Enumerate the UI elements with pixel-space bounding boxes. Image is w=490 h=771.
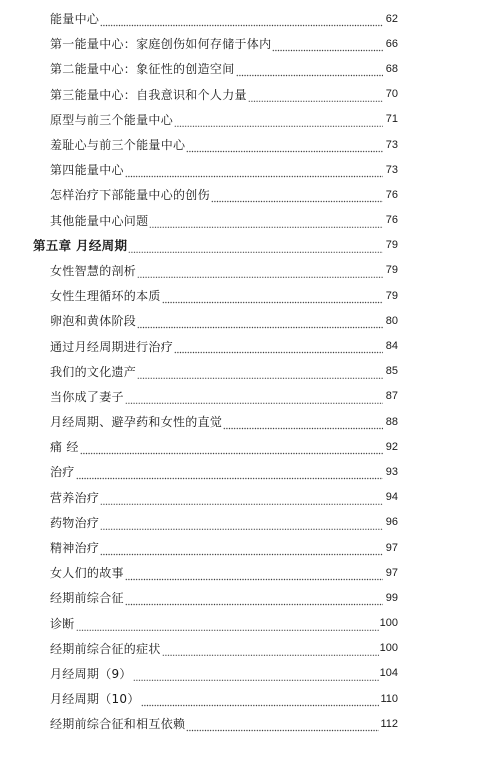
toc-page-number: 97 [385, 566, 398, 579]
toc-entry[interactable] [0, 686, 490, 711]
toc-entry-title: 药物治疗 [50, 515, 100, 530]
toc-page-number: 79 [385, 289, 398, 302]
toc-entry-title: 其他能量中心问题 [50, 213, 149, 228]
toc-page-number: 87 [385, 390, 398, 403]
toc-page-number: 104 [379, 667, 398, 680]
dot-leader [141, 697, 380, 707]
toc-entry-title: 怎样治疗下部能量中心的创伤 [50, 188, 210, 203]
toc-page-number: 112 [380, 717, 398, 730]
dot-leader [133, 671, 379, 681]
dot-leader [125, 596, 383, 606]
toc-entry[interactable] [0, 560, 490, 585]
toc-entry-title: 第一能量中心：家庭创伤如何存储于体内 [50, 37, 272, 52]
toc-entry[interactable] [0, 31, 490, 56]
toc-page-number: 79 [385, 264, 398, 277]
toc-entry[interactable] [0, 459, 490, 484]
toc-entry[interactable] [0, 636, 490, 661]
toc-entry[interactable] [0, 182, 490, 207]
toc-page-number: 88 [385, 415, 398, 428]
toc-page-number: 97 [385, 541, 398, 554]
dot-leader [125, 394, 383, 404]
toc-entry[interactable] [0, 107, 490, 132]
dot-leader [137, 268, 383, 278]
toc-entry-title: 经期前综合征 [50, 591, 124, 606]
dot-leader [174, 344, 383, 354]
toc-entry-title: 通过月经周期进行治疗 [50, 339, 174, 354]
dot-leader [100, 520, 383, 530]
toc-entry[interactable] [0, 384, 490, 409]
toc-entry[interactable] [0, 661, 490, 686]
toc-entry-title: 月经周期（10） [50, 692, 140, 707]
dot-leader [272, 42, 383, 52]
toc-entry-title: 原型与前三个能量中心 [50, 112, 174, 127]
toc-page-number: 79 [385, 239, 398, 252]
toc-entry[interactable] [0, 308, 490, 333]
toc-entry-title: 当你成了妻子 [50, 389, 124, 404]
dot-leader [76, 621, 379, 631]
toc-entry-title: 能量中心 [50, 12, 100, 27]
dot-leader [125, 571, 383, 581]
toc-entry-title: 经期前综合征和相互依赖 [50, 717, 186, 732]
dot-leader [162, 646, 379, 656]
dot-leader [211, 193, 383, 203]
table-of-contents [0, 6, 490, 736]
toc-entry-title: 第二能量中心：象征性的创造空间 [50, 62, 235, 77]
toc-page-number: 100 [379, 642, 398, 655]
toc-entry[interactable] [0, 359, 490, 384]
toc-chapter-entry[interactable] [0, 233, 490, 258]
dot-leader [186, 722, 379, 732]
toc-page-number: 96 [385, 516, 398, 529]
toc-entry-title: 羞耻心与前三个能量中心 [50, 138, 186, 153]
toc-entry-title: 我们的文化遗产 [50, 364, 137, 379]
dot-leader [125, 168, 383, 178]
toc-page-number: 110 [380, 692, 398, 705]
dot-leader [162, 294, 383, 304]
toc-entry[interactable] [0, 283, 490, 308]
toc-page-number: 73 [385, 138, 398, 151]
toc-entry[interactable] [0, 409, 490, 434]
toc-page-number: 62 [385, 12, 398, 25]
toc-entry[interactable] [0, 258, 490, 283]
dot-leader [76, 470, 383, 480]
toc-page-number: 84 [385, 340, 398, 353]
dot-leader [137, 319, 383, 329]
toc-entry[interactable] [0, 510, 490, 535]
toc-page-number: 70 [385, 88, 398, 101]
dot-leader [236, 67, 383, 77]
toc-entry-title: 卵泡和黄体阶段 [50, 314, 137, 329]
toc-entry[interactable] [0, 333, 490, 358]
dot-leader [186, 143, 383, 153]
dot-leader [174, 117, 383, 127]
toc-entry-title: 女性生理循环的本质 [50, 289, 161, 304]
toc-page-number: 76 [385, 188, 398, 201]
toc-page-number: 80 [385, 314, 398, 327]
toc-page-number: 76 [385, 214, 398, 227]
toc-entry-title: 月经周期、避孕药和女性的直觉 [50, 415, 223, 430]
toc-entry-title: 女人们的故事 [50, 566, 124, 581]
toc-entry[interactable] [0, 157, 490, 182]
toc-entry-title: 第四能量中心 [50, 163, 124, 178]
toc-entry-title: 营养治疗 [50, 490, 100, 505]
toc-entry-title: 女性智慧的剖析 [50, 263, 137, 278]
dot-leader [80, 445, 383, 455]
dot-leader [137, 369, 383, 379]
toc-page-number: 93 [385, 465, 398, 478]
toc-page-number: 71 [385, 113, 398, 126]
toc-entry[interactable] [0, 208, 490, 233]
toc-page-number: 99 [385, 591, 398, 604]
dot-leader [128, 243, 383, 253]
toc-entry[interactable] [0, 535, 490, 560]
dot-leader [248, 92, 383, 102]
toc-page-number: 92 [385, 440, 398, 453]
toc-page-number: 73 [385, 163, 398, 176]
toc-page-number: 85 [385, 365, 398, 378]
toc-page-number: 66 [385, 37, 398, 50]
toc-entry[interactable] [0, 585, 490, 610]
dot-leader [100, 495, 383, 505]
toc-chapter-title: 第五章 月经周期 [33, 238, 128, 254]
toc-page-number: 100 [379, 617, 398, 630]
toc-entry[interactable] [0, 132, 490, 157]
dot-leader [223, 420, 383, 430]
toc-entry-title: 月经周期（9） [50, 666, 132, 681]
dot-leader [100, 17, 383, 27]
toc-entry[interactable] [0, 611, 490, 636]
toc-entry-title: 经期前综合征的症状 [50, 641, 161, 656]
toc-entry[interactable] [0, 56, 490, 81]
toc-entry[interactable] [0, 434, 490, 459]
toc-entry-title: 第三能量中心：自我意识和个人力量 [50, 87, 247, 102]
dot-leader [149, 218, 383, 228]
toc-entry[interactable] [0, 485, 490, 510]
toc-entry-title: 痛 经 [50, 440, 79, 455]
toc-entry[interactable] [0, 711, 490, 736]
toc-page-number: 94 [385, 491, 398, 504]
toc-page-number: 68 [385, 62, 398, 75]
toc-entry-title: 精神治疗 [50, 541, 100, 556]
toc-entry[interactable] [0, 82, 490, 107]
toc-entry[interactable] [0, 6, 490, 31]
dot-leader [100, 546, 383, 556]
toc-entry-title: 诊断 [50, 616, 75, 631]
toc-entry-title: 治疗 [50, 465, 75, 480]
